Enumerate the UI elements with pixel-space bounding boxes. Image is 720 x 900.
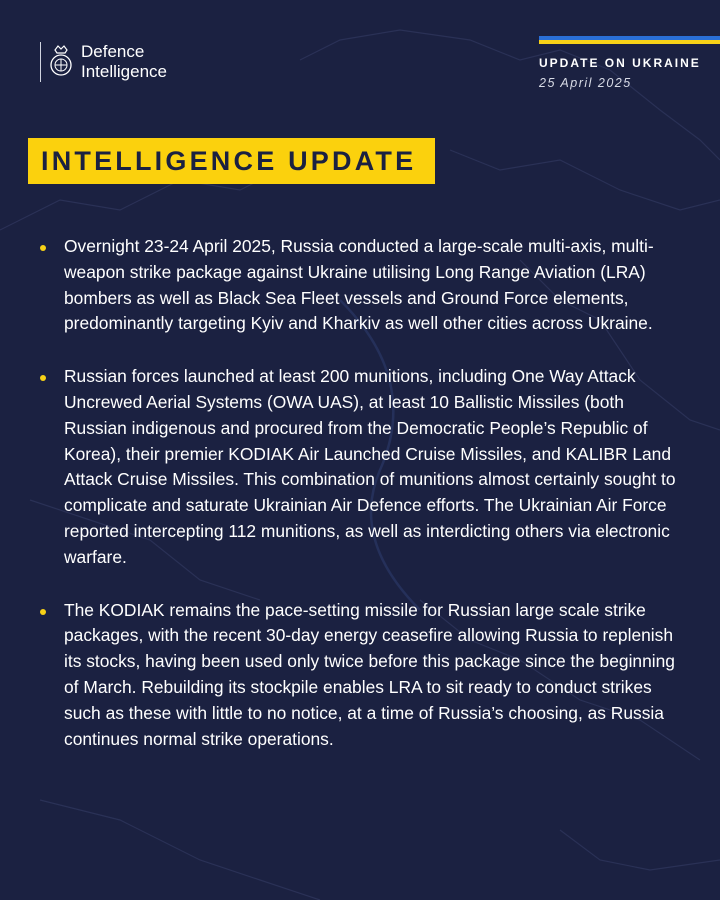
logo-line-intelligence: Intelligence (81, 62, 168, 81)
bullet-dot-icon (40, 375, 46, 381)
ukraine-flag-stripe (539, 36, 720, 44)
logo-divider (40, 42, 41, 82)
bullet-list (38, 234, 688, 779)
logo-line-defence: Defence (81, 42, 145, 61)
bullet-text: Russian forces launched at least 200 munitions, including One Way Attack Uncrewed Aerial Systems (OWA UAS), at least 10 Ballistic Missiles (both Russian indigenous and procured from the Democratic People’s Republic of Korea), their premier KODIAK Air Launched Cruise Missiles, and KALIBR Land Attack Cruise Missiles. This combination of munitions almost certainly sought to complicate and saturate Ukrainian Air Defence efforts. The Ukrainian Air Force reported intercepting 112 munitions, as well as interdicting others via electronic warfare. (64, 366, 676, 567)
royal-crest-icon (47, 44, 75, 80)
bullet-dot-icon (40, 245, 46, 251)
bullet-item (38, 364, 688, 570)
intelligence-update-banner: INTELLIGENCE UPDATE (28, 138, 435, 184)
bullet-item (38, 234, 688, 337)
bullet-text: Overnight 23-24 April 2025, Russia conducted a large-scale multi-axis, multi-weapon strike package against Ukraine utilising Long Range Aviation (LRA) bombers as well as Black Sea Fleet vessels and Ground Force elements, predominantly targeting Kyiv and Kharkiv as well other cities across Ukraine. (64, 236, 654, 334)
defence-intelligence-logo (40, 42, 167, 82)
update-date: 25 April 2025 (539, 76, 632, 90)
bullet-item (38, 598, 688, 753)
bullet-dot-icon (40, 609, 46, 615)
bullet-text: The KODIAK remains the pace-setting missile for Russian large scale strike packages, with the recent 30-day energy ceasefire allowing Russia to replenish its stocks, having been used only twice before this package since the beginning of March. Rebuilding its stockpile enables LRA to sit ready to conduct strikes such as these with little to no notice, at a time of Russia’s choosing, as Russia continues normal strike operations. (64, 599, 675, 749)
update-label: UPDATE ON UKRAINE (539, 56, 701, 70)
